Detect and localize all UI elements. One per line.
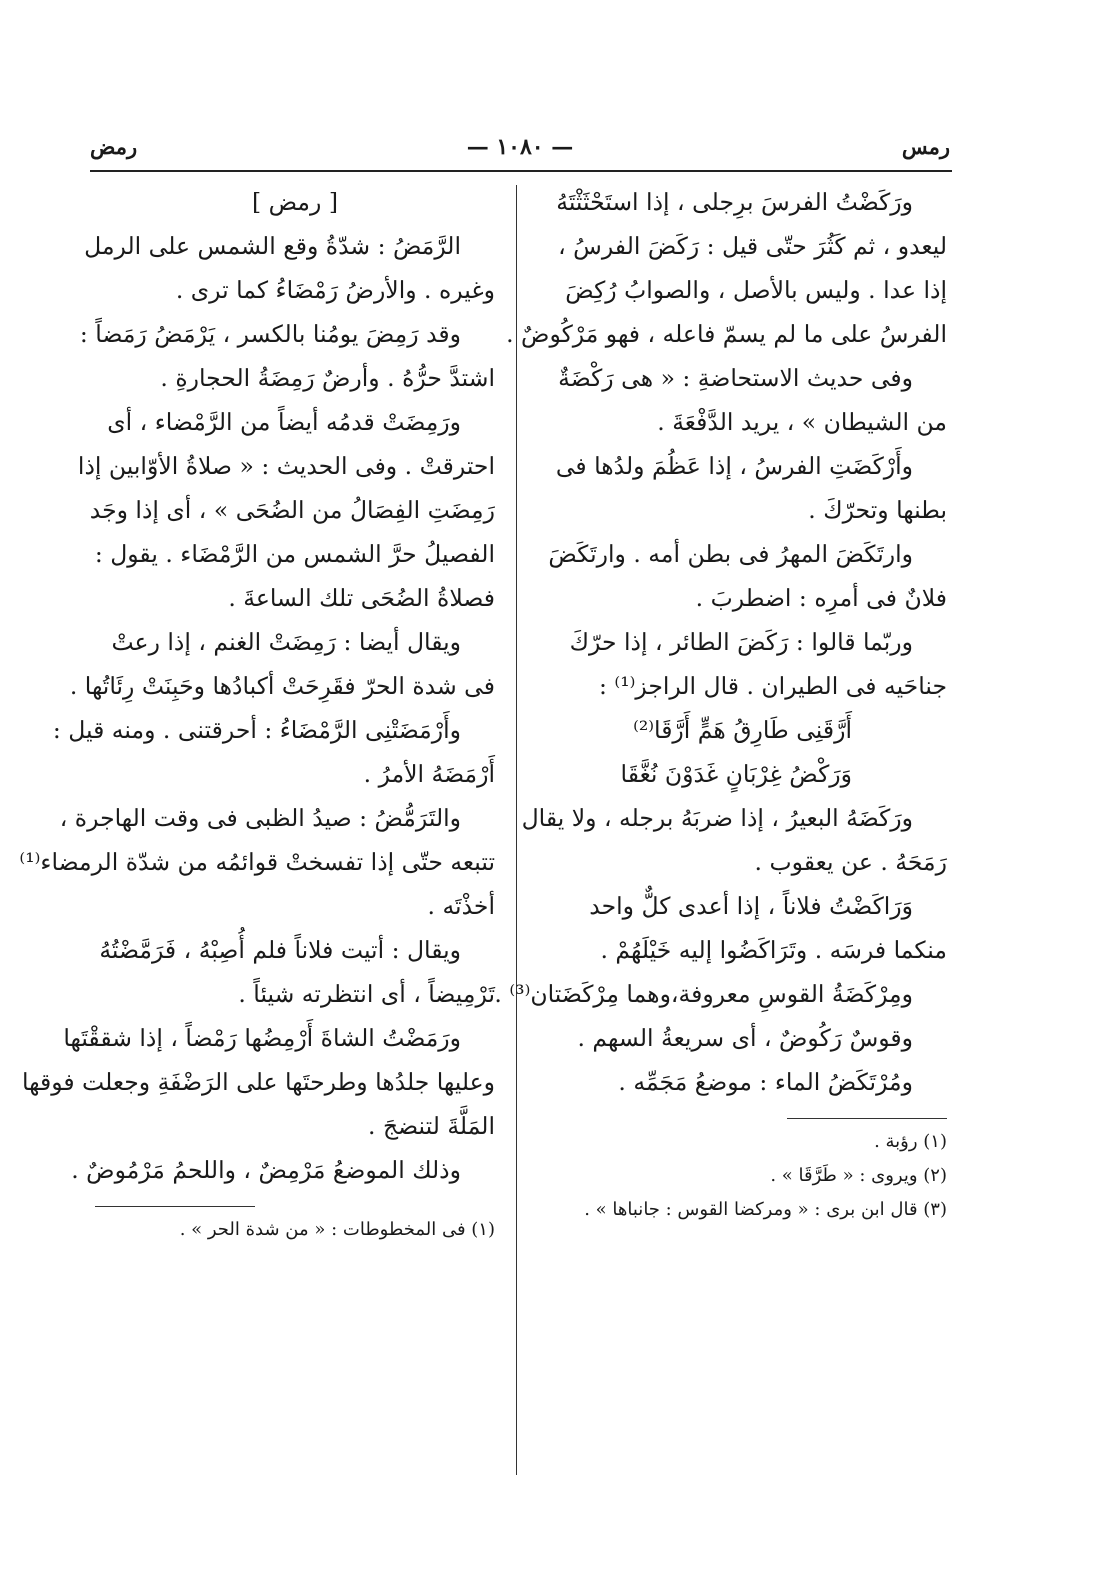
column-divider [516,185,517,1475]
text-line: تَرْمِيضاً ، أى انتظرته شيئاً . [238,980,495,1008]
footnote-rule [787,1118,947,1119]
text-line: الرَّمَضُ : شدّةُ وقع الشمس على الرمل [84,232,461,260]
text-line: وذلك الموضعُ مَرْمِضٌ ، واللحمُ مَرْمُوضٌ . [71,1156,461,1184]
text-line: جناحَيه فى الطيران . قال الراجز⁽¹⁾ : [599,672,947,700]
entry-heading: [ رمض ] [251,188,338,216]
text-line: وأَرْمَضَتْنِى الرَّمْضَاءُ : أحرقتنى . ومنه قيل : [52,716,461,744]
right-column [494,180,947,1227]
text-line: ورَكَضْتُ الفرسَ برِجلى ، إذا استَحْثَثْتَهُ [556,188,913,216]
text-line: رَمَحَهُ . عن يعقوب . [754,848,947,876]
text-line: ورَمِضَتْ قدمُه أيضاً من الرَّمْضاء ، أى [107,408,461,436]
text-line: رَمِضَتِ الفِصَالُ من الضُحَى » ، أى إذا وجَد [89,496,495,524]
verse-line: أَرَّقَنِى طَارِقُ هَمٍّ أَرَّقَا⁽²⁾ [633,716,852,744]
text-line: إذا عدا . وليس بالأصل ، والصوابُ رُكِضَ [565,276,947,304]
header-rule [90,170,952,172]
text-line: وربّما قالوا : رَكَضَ الطائر ، إذا حرّكَ [569,628,913,656]
text-line: احترقتْ . وفى الحديث : « صلاةُ الأوّابين إذا [77,452,495,480]
left-column [19,180,495,1247]
header-entry-left: رمض [90,134,138,159]
text-line: تتبعه حتّى إذا تفسختْ قوائمُه من شدّة الرمضاء⁽¹⁾ [19,848,495,876]
text-line: وَرَاكَضْتُ فلاناً ، إذا أعدى كلٌّ واحد [589,892,913,920]
text-line: وارتَكَضَ المهرُ فى بطن أمه . وارتَكَضَ [548,540,913,568]
text-line: الفصيلُ حرَّ الشمس من الرَّمْضَاء . يقول : [94,540,495,568]
text-line: فلانٌ فى أمرِه : اضطربَ . [695,584,947,612]
text-line: وقوسٌ رَكُوضٌ ، أى سريعةُ السهم . [577,1024,913,1052]
footnote: (١) فى المخطوطات : « من شدة الحر » . [179,1219,495,1240]
footnote: (١) رؤبة . [874,1131,947,1152]
footnote-rule [95,1206,255,1207]
text-line: وقد رَمِضَ يومُنا بالكسر ، يَرْمَضُ رَمَضاً : [79,320,461,348]
verse-line: وَرَكْضُ غِرْبَانٍ غَدَوْنَ نُغَّقَا [620,760,852,788]
text-line: وفى حديث الاستحاضةِ : « هى رَكْضَةٌ [558,364,913,392]
text-line: أَرْمَضَهُ الأمرُ . [363,760,495,788]
text-line: المَلَّةَ لتنضجَ . [368,1112,495,1140]
text-line: والتَرَمُّضُ : صيدُ الظبى فى وقت الهاجرة ، [59,804,461,832]
footnote: (٢) ويروى : « طَرَّقَا » . [770,1165,947,1186]
text-line: اشتدَّ حرُّهُ . وأرضٌ رَمِضَةُ الحجارةِ . [160,364,495,392]
text-line: فى شدة الحرّ فقَرِحَتْ أكبادُها وحَبِنَتْ رِئَاتُها . [69,672,495,700]
text-line: وعليها جلدُها وطرحتَها على الرَضْفَةِ وجعلت فوقها [21,1068,495,1096]
text-line: أخذْتَه . [427,892,495,920]
text-line: وغيره . والأرضُ رَمْضَاءُ كما ترى . [175,276,495,304]
text-line: ويقال : أتيت فلاناً فلم أُصِبْهُ ، فَرَمَّضْتُهُ [99,936,461,964]
page-header [90,134,950,170]
text-line: ليعدو ، ثم كَثُرَ حتّى قيل : رَكَضَ الفرسُ ، [558,232,947,260]
footnote: (٣) قال ابن برى : « ومركضا القوس : جانباها » . [584,1199,947,1220]
text-line: ورَمَضْتُ الشاةَ أَرْمِضُها رَمْضاً ، إذا شققْتَها [63,1024,461,1052]
text-line: من الشيطان » ، يريد الدَّفْعَةَ . [657,408,947,436]
text-line: بطنها وتحرّكَ . [808,496,947,524]
text-line: منكما فرسَه . وتَرَاكَضُوا إليه خَيْلَهُمْ . [600,936,947,964]
text-line: ومُرْتَكَضُ الماء : موضعُ مَجَمِّه . [618,1068,913,1096]
text-line: ويقال أيضا : رَمِضَتْ الغنم ، إذا رعتْ [111,628,461,656]
text-line: وأَرْكَضَتِ الفرسُ ، إذا عَظُمَ ولدُها فى [555,452,913,480]
text-line: ورَكَضَهُ البعيرُ ، إذا ضربَهُ برجله ، ولا يقال [521,804,913,832]
text-line: ومِرْكَضَةُ القوسِ معروفة،وهما مِرْكَضَتان⁽³⁾ . [494,980,913,1008]
page-number: — ١٠٨٠ — [466,134,574,160]
text-line: الفرسُ على ما لم يسمّ فاعله ، فهو مَرْكُوضٌ . [506,320,947,348]
header-entry-right: رمس [901,134,950,159]
text-line: فصلاةُ الضُحَى تلك الساعةَ . [228,584,495,612]
